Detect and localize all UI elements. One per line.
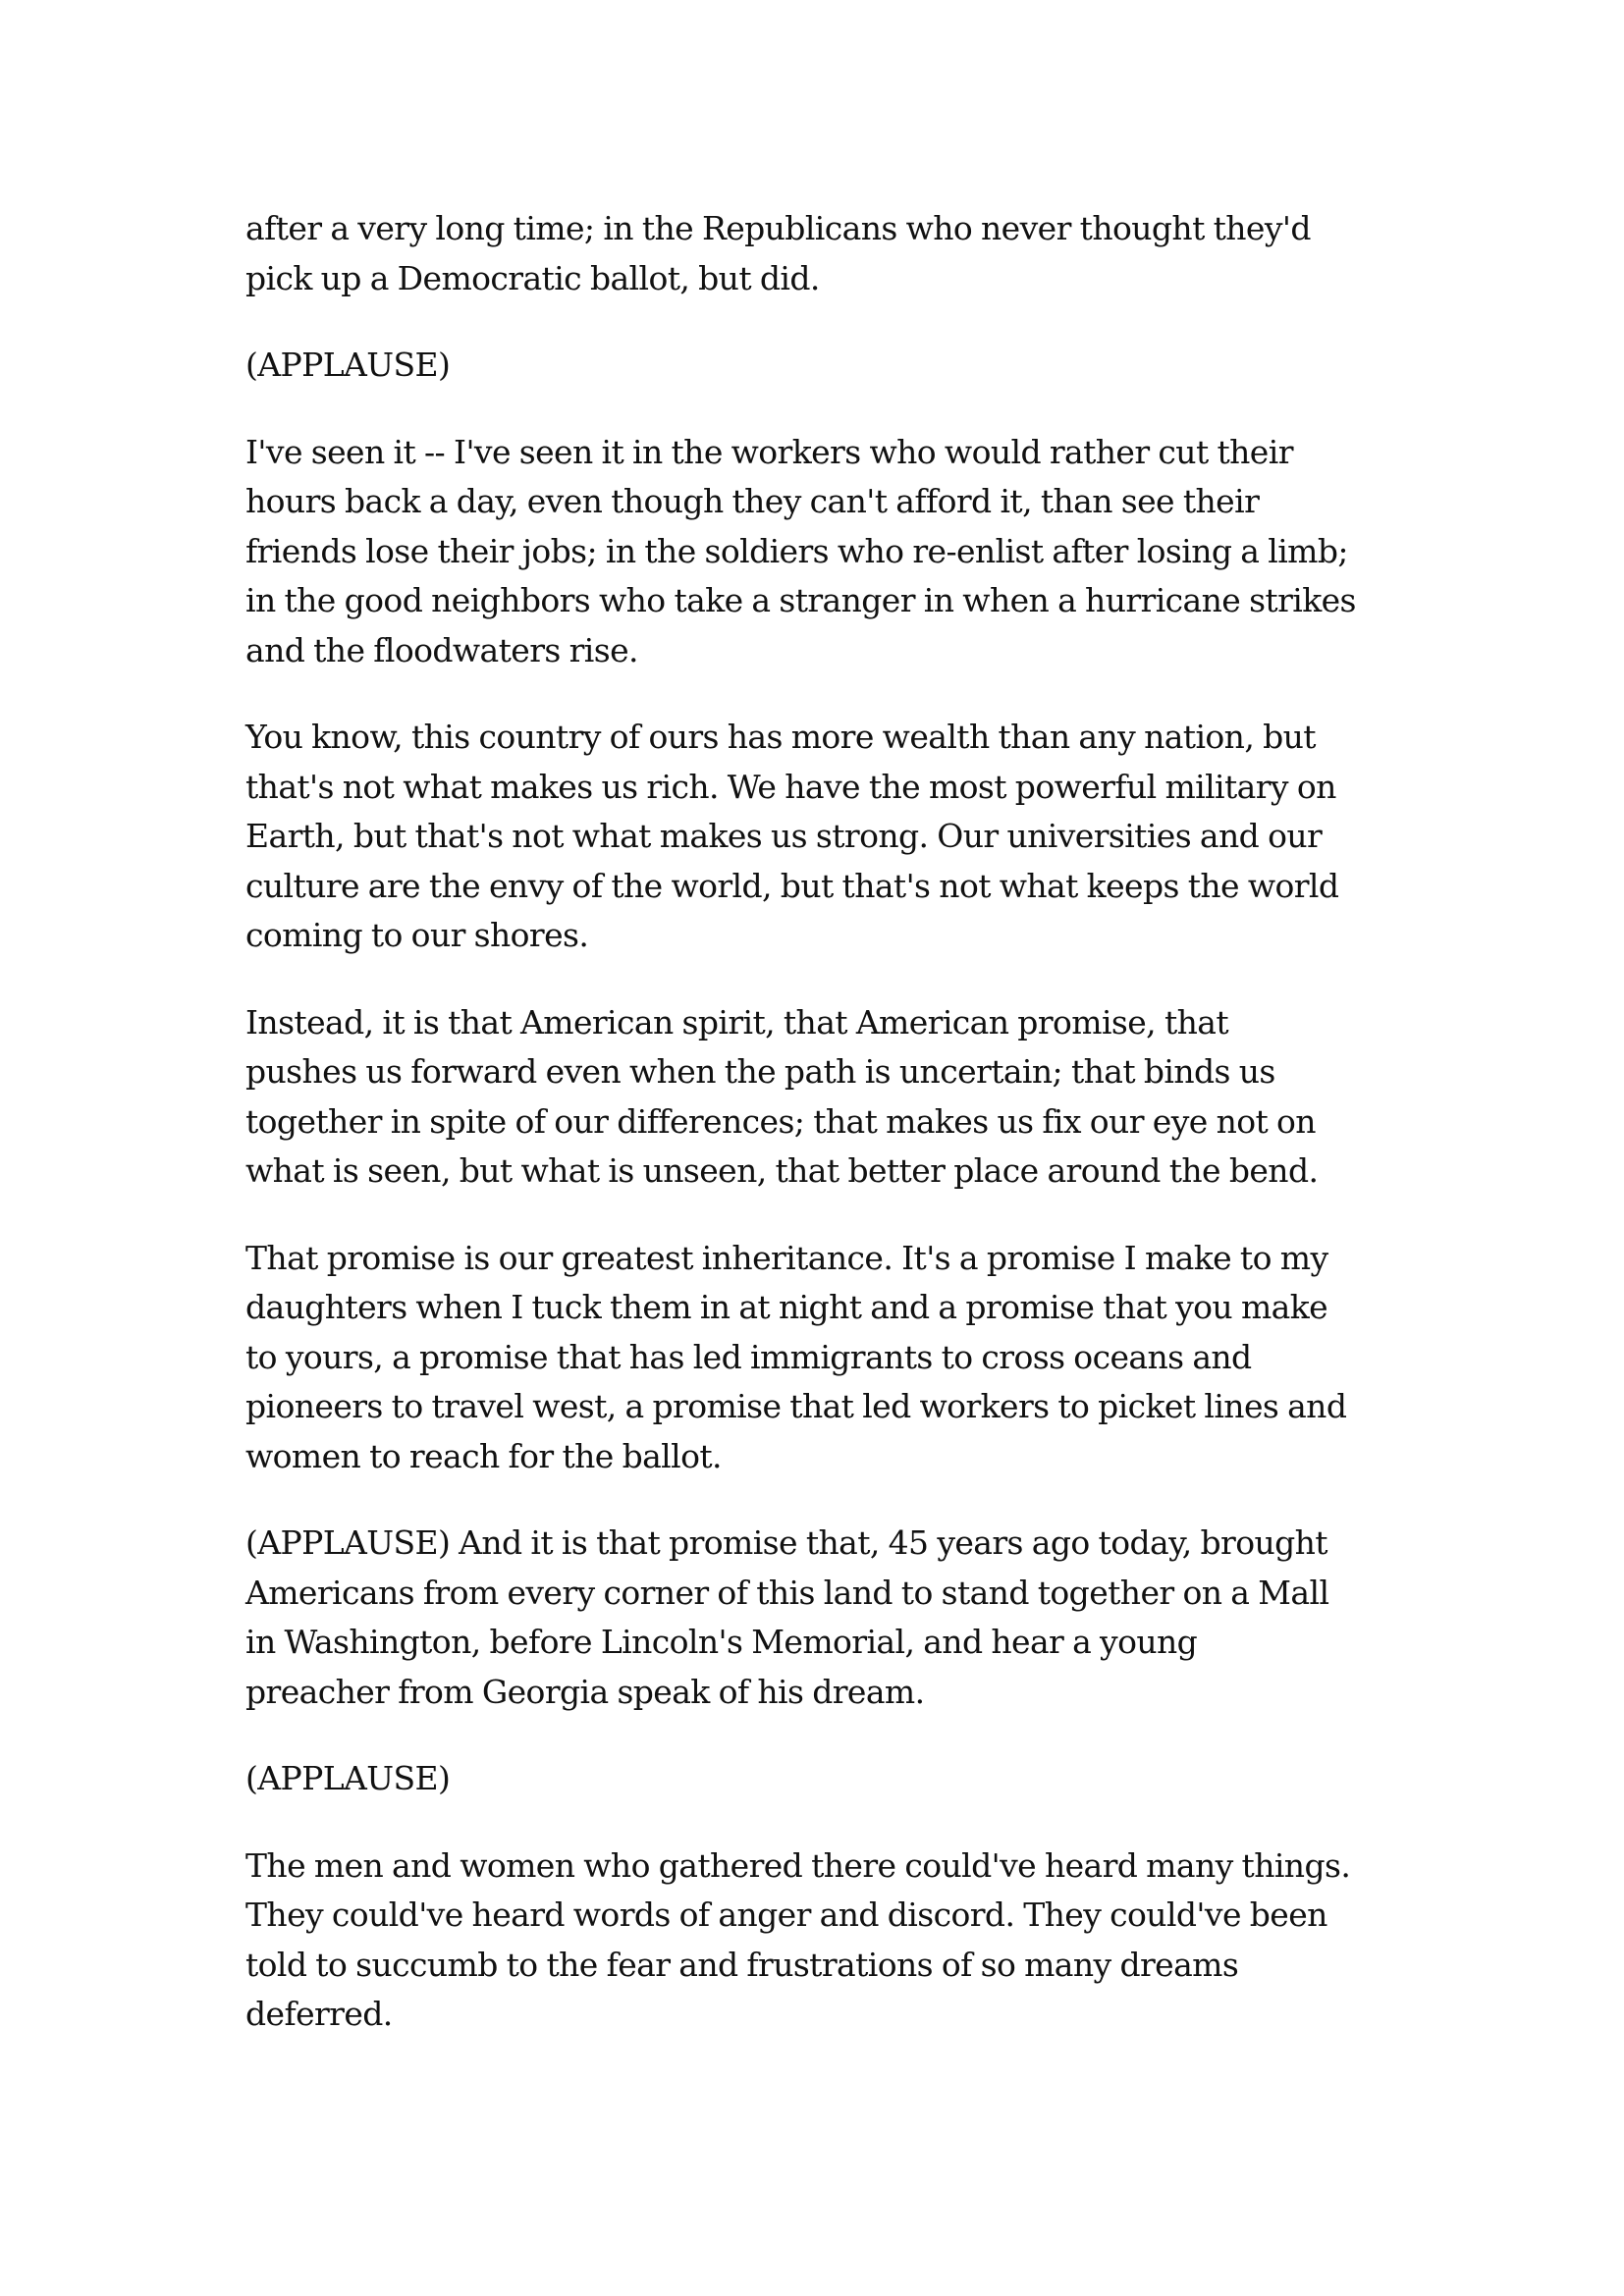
text-line: The men and women who gathered there could've heard many things. [245, 1845, 1351, 1885]
text-line: Americans from every corner of this land to stand together on a Mall [245, 1573, 1329, 1612]
text-line: pushes us forward even when the path is uncertain; that binds us [245, 1052, 1275, 1091]
text-line: friends lose their jobs; in the soldiers who re-enlist after losing a limb; [245, 531, 1348, 570]
paragraph-7 [245, 1519, 1404, 1717]
text-line: pioneers to travel west, a promise that led workers to picket lines and [245, 1387, 1347, 1425]
document-body [245, 204, 1404, 2077]
text-line: hours back a day, even though they can't afford it, than see their [245, 482, 1260, 520]
paragraph-6 [245, 1234, 1404, 1482]
paragraph-3 [245, 428, 1404, 676]
text-line: women to reach for the ballot. [245, 1436, 722, 1475]
paragraph-9 [245, 1842, 1404, 2040]
text-line: to yours, a promise that has led immigrants to cross oceans and [245, 1337, 1252, 1376]
text-line: I've seen it -- I've seen it in the workers who would rather cut their [245, 432, 1293, 471]
text-line: Earth, but that's not what makes us strong. Our universities and our [245, 817, 1323, 855]
text-line: pick up a Democratic ballot, but did. [245, 258, 820, 297]
text-line: Instead, it is that American spirit, that American promise, that [245, 1002, 1229, 1041]
text-line: told to succumb to the fear and frustrations of so many dreams [245, 1945, 1239, 1984]
paragraph-4 [245, 713, 1404, 961]
text-line: That promise is our greatest inheritance. It's a promise I make to my [245, 1238, 1328, 1277]
text-line: You know, this country of ours has more wealth than any nation, but [245, 718, 1316, 756]
text-line: daughters when I tuck them in at night and a promise that you make [245, 1288, 1328, 1326]
text-line: (APPLAUSE) And it is that promise that, 45 years ago today, brought [245, 1523, 1327, 1562]
text-line: coming to our shores. [245, 916, 589, 954]
text-line: together in spite of our differences; that makes us fix our eye not on [245, 1101, 1316, 1141]
text-line: (APPLAUSE) [245, 1759, 451, 1797]
text-line: They could've heard words of anger and discord. They could've been [245, 1896, 1327, 1934]
text-line: and the floodwaters rise. [245, 630, 638, 669]
text-line: deferred. [245, 1995, 393, 2033]
text-line: culture are the envy of the world, but that's not what keeps the world [245, 866, 1339, 905]
paragraph-5 [245, 998, 1404, 1197]
text-line: what is seen, but what is unseen, that better place around the bend. [245, 1151, 1319, 1190]
text-line: in Washington, before Lincoln's Memorial, and hear a young [245, 1623, 1198, 1661]
paragraph-applause-1 [245, 341, 1404, 391]
paragraph-applause-2 [245, 1754, 1404, 1804]
text-line: in the good neighbors who take a stranger in when a hurricane strikes [245, 581, 1356, 619]
text-line: preacher from Georgia speak of his dream. [245, 1672, 925, 1711]
paragraph-1 [245, 204, 1404, 303]
text-line: after a very long time; in the Republicans who never thought they'd [245, 209, 1311, 247]
text-line: (APPLAUSE) [245, 346, 451, 384]
text-line: that's not what makes us rich. We have the most powerful military on [245, 767, 1336, 806]
